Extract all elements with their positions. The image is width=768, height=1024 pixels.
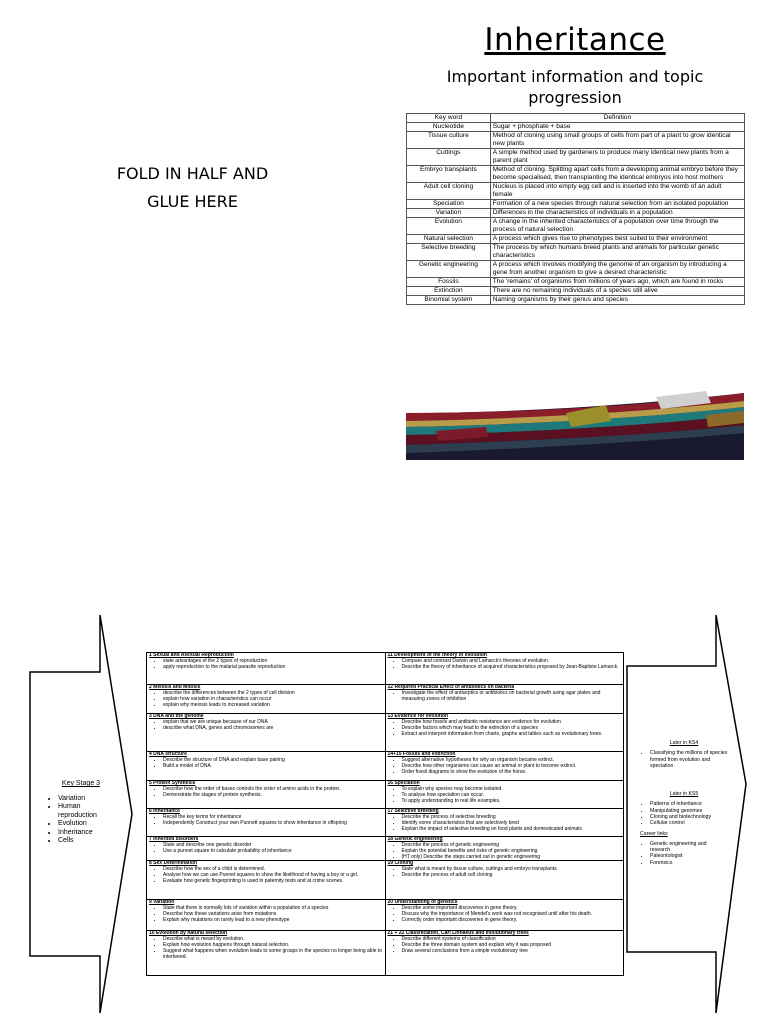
topic-progression-grid	[146, 652, 624, 976]
topic-title: 5 Protein Synthesis	[149, 781, 196, 786]
topic-cell	[386, 837, 624, 861]
topic-objectives	[149, 720, 383, 732]
topic-objective: • Describe how the sex of a child is determined.	[163, 867, 383, 873]
key-stage-3-item: • Evolution	[58, 820, 116, 829]
key-stage-3-item: • Variation	[58, 795, 116, 804]
topic-objective: • Describe the process of adult cell cloning	[402, 873, 622, 879]
topic-cell	[147, 714, 385, 752]
topic-objective: • State what is meant by tissue culture, cuttings and embryo transplants	[402, 867, 622, 873]
ks4-list	[640, 750, 728, 769]
topic-cell	[386, 900, 624, 931]
topic-title: 16 Speciation	[387, 781, 420, 786]
keyword-term: Speciation	[407, 200, 491, 209]
topic-cell	[147, 781, 385, 809]
keyword-row	[407, 261, 745, 278]
topic-objective: • Describe how fossils and antibiotic resistance are evidence for evolution	[402, 720, 622, 726]
topic-objective: • apply reproduction to the malarial parasite reproduction	[163, 665, 383, 671]
topic-objective: • Describe how the order of bases controls the order of amino acids in the protein.	[163, 787, 383, 793]
key-stage-3-panel	[46, 780, 116, 846]
keyword-term: Embryo transplants	[407, 166, 491, 183]
career-item: • Genetic engineering and research	[650, 841, 728, 854]
keyword-definition: Naming organisms by their genus and species	[490, 296, 744, 305]
ks5-heading: Later in KS5	[669, 791, 699, 797]
key-stage-3-heading: Key Stage 3	[61, 780, 101, 787]
topic-objectives	[149, 787, 383, 799]
keyword-definition: A simple method used by gardeners to produce many identical new plants from a parent plant	[490, 149, 744, 166]
topic-objective: • Compare and contrast Darwin and Lamarck's theories of evolution.	[402, 659, 622, 665]
topic-title: 7 Inherited disorders	[149, 837, 199, 842]
topic-objective: • Build a model of DNA	[163, 764, 383, 770]
keyword-row	[407, 132, 745, 149]
topic-objective: • Suggest alternative hypotheses for why an organism became extinct.	[402, 758, 622, 764]
keyword-definition: Sugar + phosphate + base	[490, 123, 744, 132]
topic-objectives	[388, 906, 622, 924]
topic-title: 2 Meiosis and Mitosis	[149, 685, 201, 690]
topic-cell	[147, 861, 385, 900]
topic-objectives	[388, 815, 622, 833]
topic-title: 19 Cloning	[387, 861, 414, 866]
keyword-row	[407, 218, 745, 235]
topic-title: 21 + 22 Classification, Carl Linnaeus and evolutionary trees	[387, 931, 529, 936]
topic-title: 1 Sexual and Asexual Reproduction	[149, 653, 234, 658]
keyword-term: Genetic engineering	[407, 261, 491, 278]
keyword-term: Natural selection	[407, 235, 491, 244]
page-subtitle: Important information and topic progression	[446, 67, 704, 107]
topic-title: 12 Required Practical Effect of antibiotics on bacteria	[387, 685, 515, 690]
keyword-definition: Method of cloning using small groups of cells from part of a plant to grow identical new plants	[490, 132, 744, 149]
ks5-item: • Manipulating genomes	[650, 808, 728, 814]
topic-objective: • Investigate the effect of antiseptics or antibiotics on bacterial growth using agar plates and measuring zones of inhibition	[402, 691, 622, 703]
topic-objective: • Describe how these variations arise from mutations	[163, 912, 383, 918]
topic-cell	[386, 653, 624, 685]
topic-objectives	[149, 906, 383, 924]
keyword-definition: The 'remains' of organisms from millions of years ago, which are found in rocks	[490, 278, 744, 287]
ks5-item: • Cloning and biotechnology	[650, 814, 728, 820]
topic-cell	[147, 837, 385, 861]
topic-objectives	[388, 787, 622, 805]
topic-objective: • Explain why mutations on rarely lead to a new phenotype	[163, 918, 383, 924]
topic-cell	[147, 809, 385, 837]
topic-objective: • Describe the process of genetic engineering	[402, 843, 622, 849]
keyword-term: Adult cell cloning	[407, 183, 491, 200]
topic-objectives	[149, 815, 383, 827]
keyword-row	[407, 235, 745, 244]
topic-objective: • Correctly order important discoveries in gene theory.	[402, 918, 622, 924]
topic-objective: • Draw several conclusions from a simple evolutionary tree	[402, 949, 622, 955]
topic-objective: • Describe the theory of inheritance of acquired characteristics proposed by Jean-Baptiste Lamarck.	[402, 665, 622, 671]
ks4-item: • Classifying the millions of species formed from evolution and speciation	[650, 750, 728, 769]
keyword-row	[407, 123, 745, 132]
topic-objective: • Describe factors which may lead to the extinction of a species	[402, 726, 622, 732]
keyword-row	[407, 296, 745, 305]
topic-objectives	[388, 937, 622, 955]
key-stage-3-item: • Human reproduction	[58, 803, 116, 820]
keyword-row	[407, 200, 745, 209]
topic-objectives	[149, 659, 383, 671]
keyword-term: Cuttings	[407, 149, 491, 166]
career-list	[640, 841, 728, 866]
key-stage-3-item: • Inheritance	[58, 829, 116, 838]
topic-title: 13 Evidence for evolution	[387, 714, 449, 719]
key-stage-3-list	[46, 795, 116, 846]
topic-title: 14+15 Fossils and extinction	[387, 752, 456, 757]
topic-objectives	[388, 843, 622, 861]
topic-objective: • explain how variation in characteristics can occur	[163, 697, 383, 703]
topic-objective: • Describe the three domain system and explain why it was proposed	[402, 943, 622, 949]
fold-note: FOLD IN HALF AND GLUE HERE	[116, 164, 269, 211]
topic-objectives	[388, 867, 622, 879]
topic-objective: • Evaluate how genetic fingerprinting is used in paternity tests and at crime scenes.	[163, 879, 383, 885]
topic-objectives	[149, 691, 383, 709]
keyword-row	[407, 244, 745, 261]
keyword-row	[407, 149, 745, 166]
topic-cell	[386, 931, 624, 967]
keyword-row	[407, 166, 745, 183]
keyword-row	[407, 209, 745, 218]
topic-objective: • Explain the impact of selective breeding on food plants and domesticated animals	[402, 827, 622, 833]
topic-objective: • Describe the structure of DNA and explain base pairing	[163, 758, 383, 764]
topic-objective: • Explain the potential benefits and risks of genetic engineering	[402, 849, 622, 855]
topic-objective: • Independently Construct your own Punnett squares to show inheritance in offspring	[163, 821, 383, 827]
keyword-row	[407, 278, 745, 287]
topic-objectives	[388, 691, 622, 703]
topic-objective: • Order fossil diagrams to show the evolution of the horse.	[402, 770, 622, 776]
ks5-panel	[640, 791, 728, 866]
topic-objective: • Use a punnet square to calculate probability of inheritance	[163, 849, 383, 855]
topic-cell	[386, 809, 624, 837]
keyword-definition: Nucleus is placed into empty egg cell and is inserted into the womb of an adult female	[490, 183, 744, 200]
topic-cell	[147, 653, 385, 685]
keyword-term: Variation	[407, 209, 491, 218]
keyword-term: Nucleotide	[407, 123, 491, 132]
topic-objective: • Recall the key terms for inheritance	[163, 815, 383, 821]
keyword-table-header	[407, 114, 745, 123]
topic-objectives	[149, 843, 383, 855]
topic-objective: • explain that we are unique because of our DNA	[163, 720, 383, 726]
ks5-item: • Patterns of inheritance	[650, 801, 728, 807]
topic-cell	[386, 714, 624, 752]
keyword-definition: A process which involves modifying the genome of an organism by introducing a gene from another organism to give a desired characteristic	[490, 261, 744, 278]
keyword-term: Evolution	[407, 218, 491, 235]
career-item: • Paleontologist	[650, 853, 728, 859]
topic-objective: • Analyse how we can use Punnet squares to show the likelihood of having a boy or a girl.	[163, 873, 383, 879]
keyword-term: Selective breeding	[407, 244, 491, 261]
topic-title: 18 Genetic engineering	[387, 837, 443, 842]
keyword-term: Tissue culture	[407, 132, 491, 149]
ks5-item: • Cellular control	[650, 820, 728, 826]
topic-objective: • To apply understanding to real life examples.	[402, 799, 622, 805]
topic-title: 10 Evolution by natural selection	[149, 931, 228, 936]
topic-cell	[147, 900, 385, 931]
topic-objective: • To explain why species may become isolated.	[402, 787, 622, 793]
topic-cell	[386, 752, 624, 781]
topic-objective: • Explain how evolution happens through natural selection.	[163, 943, 383, 949]
topic-title: 3 DNA and the genome	[149, 714, 204, 719]
topic-objective: • (HT only) Describe the steps carried out in genetic engineering	[402, 855, 622, 861]
topic-cell	[386, 781, 624, 809]
keyword-definition: The process by which humans breed plants and animals for particular genetic characteristics	[490, 244, 744, 261]
career-heading: Career links	[640, 831, 668, 838]
topic-objectives	[388, 758, 622, 776]
topics-right-column	[385, 653, 624, 975]
topic-objective: • describe what DNA, genes and chromosomes are	[163, 726, 383, 732]
page-title: Inheritance	[484, 22, 666, 58]
topic-title: 9 Variation	[149, 900, 175, 905]
topic-title: 17 Selective breeding	[387, 809, 439, 814]
topics-left-column	[147, 653, 385, 975]
topic-cell	[386, 861, 624, 900]
topic-objectives	[388, 659, 622, 671]
topic-cell	[386, 685, 624, 714]
topic-title: 11 Development of the theory of evolution	[387, 653, 487, 658]
keyword-definition: There are no remaining individuals of a species still alive	[490, 287, 744, 296]
key-stage-3-item: • Cells	[58, 837, 116, 846]
topic-objective: • Discuss why the importance of Mendel's work was not recognised until after his death.	[402, 912, 622, 918]
keyword-row	[407, 183, 745, 200]
decorative-swoosh-graphic	[406, 383, 744, 460]
keyword-row	[407, 287, 745, 296]
topic-objective: • Describe how other organisms can cause an animal or plant to become extinct.	[402, 764, 622, 770]
ks4-panel	[640, 740, 728, 769]
keyword-term: Binomial system	[407, 296, 491, 305]
topic-cell	[147, 685, 385, 714]
topic-objective: • State that there is normally lots of variation within a population of a species	[163, 906, 383, 912]
keyword-header: Key word	[407, 114, 491, 123]
topic-objective: • Describe different systems of classification	[402, 937, 622, 943]
topic-objective: • State and describe one genetic disorder	[163, 843, 383, 849]
keyword-table	[406, 113, 745, 305]
topic-title: 4 DNA structure	[149, 752, 187, 757]
topic-objective: • Suggest what happens when evolution leads to some groups in the species no longer being able to interbreed.	[163, 949, 383, 961]
topic-objective: • Describe the process of selective breeding	[402, 815, 622, 821]
topic-objective: • To analyse how speciation can occur.	[402, 793, 622, 799]
topic-objective: • Demonstrate the stages of protein synthesis.	[163, 793, 383, 799]
topic-title: 6 Inheritance	[149, 809, 180, 814]
topic-title: 8 Sex Determination	[149, 861, 198, 866]
topic-objectives	[149, 937, 383, 961]
keyword-term: Extinction	[407, 287, 491, 296]
keyword-definition: A change in the inherited characteristics of a population over time through the process of natural selection	[490, 218, 744, 235]
topic-objectives	[149, 758, 383, 770]
ks5-list	[640, 801, 728, 826]
keyword-definition: Differences in the characteristics of individuals in a population	[490, 209, 744, 218]
topic-cell	[147, 931, 385, 967]
ks4-heading: Later in KS4	[669, 740, 699, 746]
keyword-term: Fossils	[407, 278, 491, 287]
definition-header: Definition	[490, 114, 744, 123]
topic-title: 20 Understanding of genetics	[387, 900, 458, 905]
topic-objectives	[149, 867, 383, 885]
topic-objective: • Describe some important discoveries in gene theory.	[402, 906, 622, 912]
career-item: • Forensics	[650, 860, 728, 866]
topic-objective: • Identify some characteristics that are selectively bred	[402, 821, 622, 827]
topic-objective: • explain why meiosis leads to increased variation	[163, 703, 383, 709]
topic-objective: • describe the differences between the 2 types of cell division	[163, 691, 383, 697]
keyword-definition: Method of cloning. Splitting apart cells from a developing animal embryo before they become specialised, then transplanting the identical embryos into host mothers	[490, 166, 744, 183]
topic-objective: • Describe what is meant by evolution.	[163, 937, 383, 943]
keyword-definition: A process which gives rise to phenotypes best suited to their environment	[490, 235, 744, 244]
topic-objective: • state advantages of the 2 types of reproduction	[163, 659, 383, 665]
topic-cell	[147, 752, 385, 781]
keyword-definition: Formation of a new species through natural selection from an isolated population	[490, 200, 744, 209]
topic-objectives	[388, 720, 622, 738]
topic-objective: • Extract and interpret information from charts, graphs and tables such as evolutionary trees.	[402, 732, 622, 738]
